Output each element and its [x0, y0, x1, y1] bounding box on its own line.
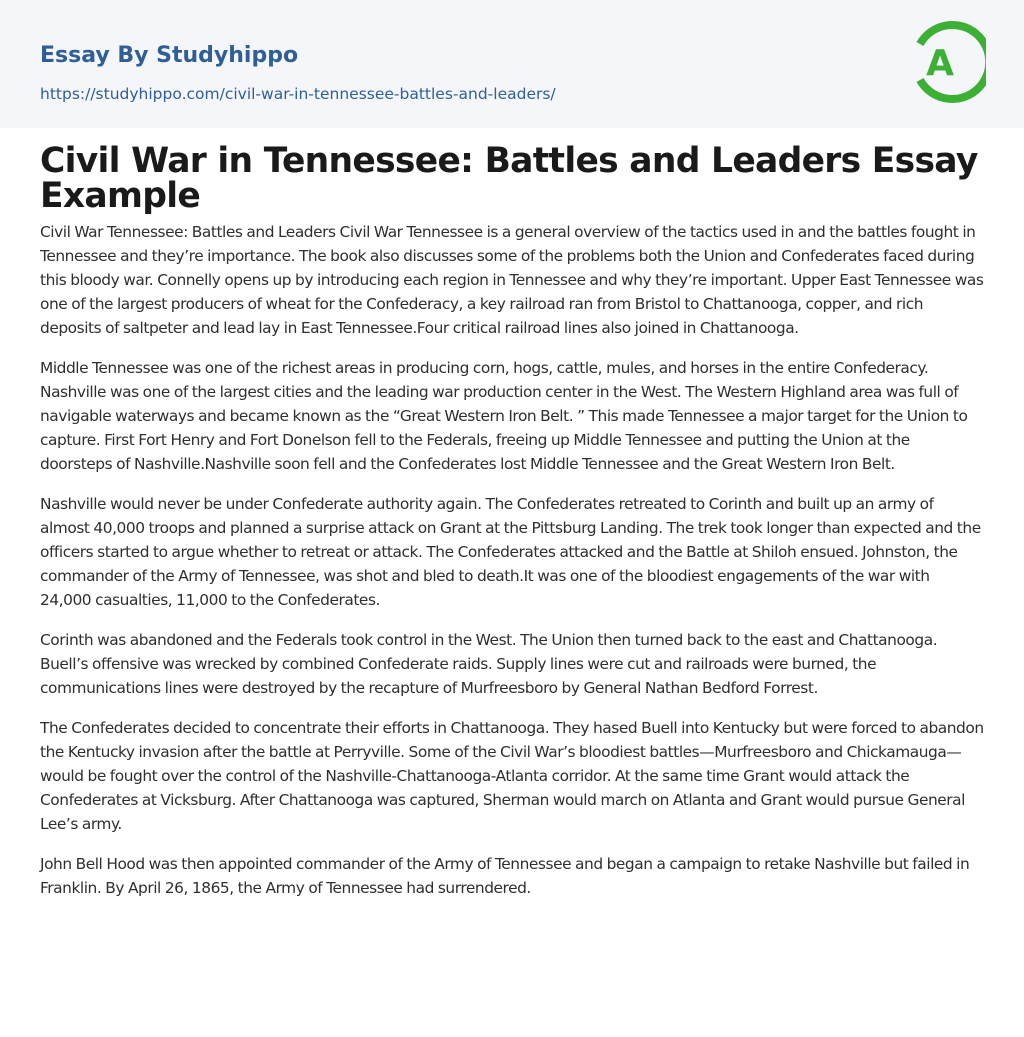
article	[0, 128, 1024, 900]
logo-letter: A	[926, 43, 954, 84]
studyhippo-logo-icon[interactable]	[912, 18, 986, 106]
essay-url-link[interactable]: https://studyhippo.com/civil-war-in-tennessee-battles-and-leaders/	[40, 85, 556, 103]
article-paragraph: Nashville would never be under Confederate authority again. The Confederates retreated to Corinth and built up an army of almost 40,000 troops and planned a surprise attack on Grant at the Pittsburg Landing. The trek took longer than expected and the officers started to argue whether to retreat or attack. The Confederates attacked and the Battle at Shiloh ensued. Johnston, the commander of the Army of Tennessee, was shot and bled to death.It was one of the bloodiest engagements of the war with 24,000 casualties, 11,000 to the Confederates.	[40, 495, 981, 609]
site-header	[0, 0, 1024, 128]
site-brand: Essay By Studyhippo	[40, 43, 299, 68]
article-paragraph: Middle Tennessee was one of the richest areas in producing corn, hogs, cattle, mules, and horses in the entire Confederacy. Nashville was one of the largest cities and the leading war production center in the West. The Western Highland area was full of navigable waterways and became known as the “Great Western Iron Belt. ” This made Tennessee a major target for the Union to capture. First Fort Henry and Fort Donelson fell to the Federals, freeing up Middle Tennessee and putting the Union at the doorsteps of Nashville.Nashville soon fell and the Confederates lost Middle Tennessee and the Great Western Iron Belt.	[40, 359, 968, 473]
article-paragraph: John Bell Hood was then appointed commander of the Army of Tennessee and began a campaign to retake Nashville but failed in Franklin. By April 26, 1865, the Army of Tennessee had surrendered.	[40, 855, 970, 897]
article-paragraph: Civil War Tennessee: Battles and Leaders Civil War Tennessee is a general overview of the tactics used in and the battles fought in Tennessee and they’re importance. The book also discusses some of the problems both the Union and Confederates faced during this bloody war. Connelly opens up by introducing each region in Tennessee and why they’re important. Upper East Tennessee was one of the largest producers of wheat for the Confederacy, a key railroad ran from Bristol to Chattanooga, copper, and rich deposits of saltpeter and lead lay in East Tennessee.Four critical railroad lines also joined in Chattanooga.	[40, 223, 984, 337]
article-paragraph: Corinth was abandoned and the Federals took control in the West. The Union then turned back to the east and Chattanooga. Buell’s offensive was wrecked by combined Confederate raids. Supply lines were cut and railroads were burned, the communications lines were destroyed by the recapture of Murfreesboro by General Nathan Bedford Forrest.	[40, 631, 938, 697]
page-title: Civil War in Tennessee: Battles and Leaders Essay Example	[40, 141, 978, 216]
article-paragraph: The Confederates decided to concentrate their efforts in Chattanooga. They hased Buell into Kentucky but were forced to abandon the Kentucky invasion after the battle at Perryville. Some of the Civil War’s bloodiest battles—Murfreesboro and Chickamauga—would be fought over the control of the Nashville-Chattanooga-Atlanta corridor. At the same time Grant would attack the Confederates at Vicksburg. After Chattanooga was captured, Sherman would march on Atlanta and Grant would pursue General Lee’s army.	[40, 719, 984, 833]
